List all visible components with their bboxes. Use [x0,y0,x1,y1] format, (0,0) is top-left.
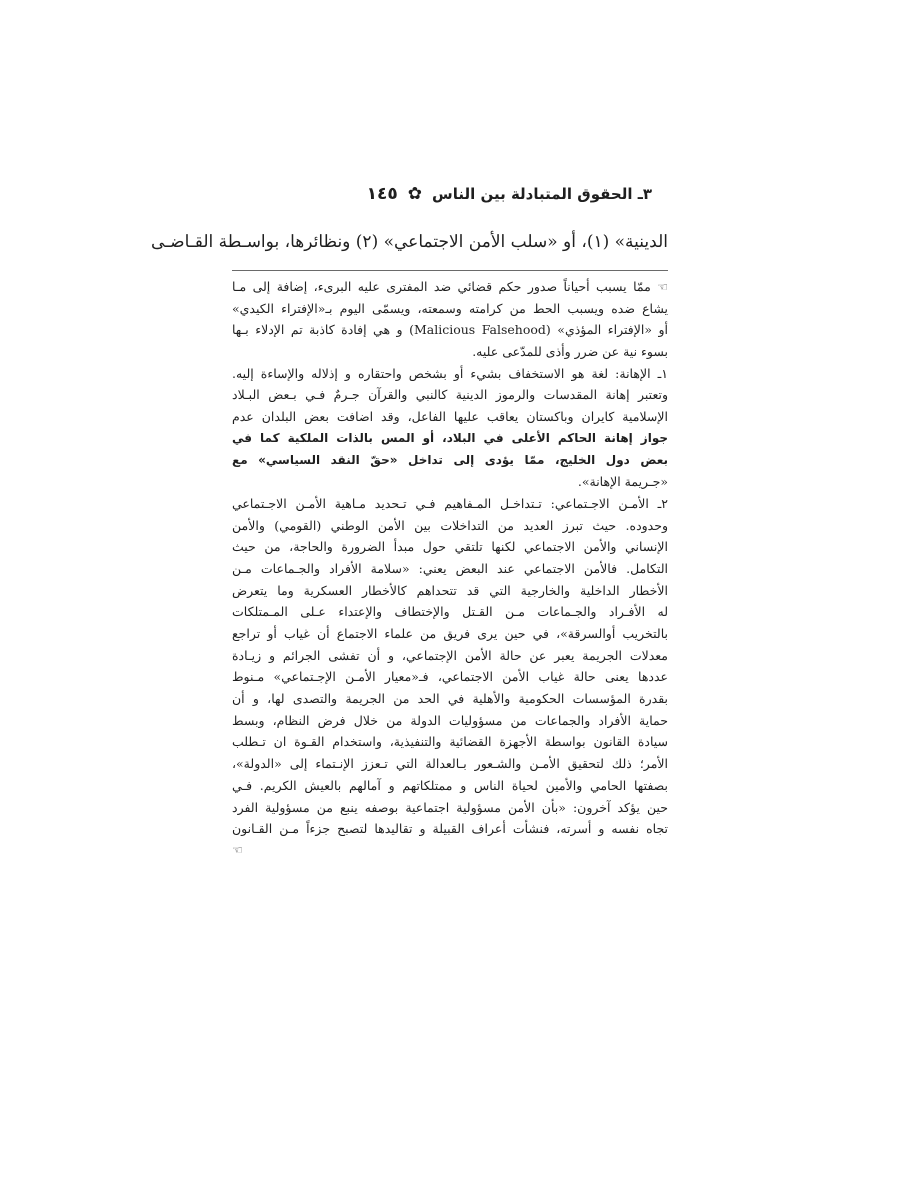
footnote-2-line-4: التكامل. فالأمن الاجتماعي عند البعض يعني: «سلامة الأفراد والجـماعات مـن [232,560,668,576]
pointing-hand-icon: ☜ [657,280,668,294]
footnote-1-line-1: ١ـ الإهانة: لغة هو الاستخفاف بشيء أو بشخص واحتقاره و إذلاله والإساءة إليه. [232,365,668,381]
footnotes [232,276,668,858]
footnote-2-line-12: سيادة القانون بواسطة الأجهزة القضائية والتنفيذية، واستخدام القـوة ان تـطلب [232,734,668,750]
footnote-2-line-7: بالتخريب أوالسرقة»، في حين يرى فريق من علماء الاجتماع أن غياب أو تراجع [232,626,668,641]
footnote-continued-line-1: ☜ ممّا يسبب أحياناً صدور حكم قضائي ضد المفترى عليه البرىء، إضافة إلى مـا [232,279,668,294]
footnote-2-line-5: الأخطار الداخلية والخارجية التي قد تتحداهم كالأخطار العسكرية وما يتعرض [232,582,668,598]
footnote-1-bold-line-1: جواز إهانة الحاكم الأعلى في البلاد، أو المس بالذات الملكية كما في [232,430,668,445]
continues-hand-icon: ☜ [232,842,243,857]
footnote-1-line-2: وتعتبر إهانة المقدسات والرموز الدينية كالنبي والقرآن جـرمٌ فـي بـعض البـلاد [232,387,668,403]
footnote-2-line-11: حماية الأفراد والجماعات من مسؤوليات الدولة من خلال فرض النظام، وبسط [232,712,668,728]
footnote-1-line-3: الإسلامية كايران وباكستان يعاقب عليها الفاعل، وقد اضافت بعض البلدان عدم [232,409,668,425]
footnote-1-bold-line-2: بعض دول الخليج، ممّا يؤدى إلى تداخل «حقّ النقد السياسي» مع [232,452,668,467]
footnote-continued-line-4: بسوء نية عن ضرر وأذى للمدّعى عليه. [472,344,668,360]
footnote-2-line-3: الإنساني والأمن الاجتماعي لكنها تلتقي حول مبدأ الضرورة والحاجة، من حيث [232,539,668,555]
footnote-2-line-8: معدلات الجريمة يعبر عن حالة الأمن الإجتماعي، و أن تفشى الجرائم و زيـادة [232,647,668,663]
flower-ornament-icon: ✿ [407,183,423,204]
running-header [232,181,652,207]
footnote-2-line-2: وحدوده. حيث تبرز العديد من التداخلات بين الأمن الوطني (القومي) والأمن [232,517,668,533]
footnote-2-line-10: بقدرة المؤسسات الحكومية والأهلية في الحد من الجريمة والتصدى لها، و أن [232,691,668,707]
footnote-1-tail: «جـريمة الإهانة». [577,474,668,490]
footnote-2-line-9: عددها يعنى حالة غياب الأمن الاجتماعي، فـ«معيار الأمـن الإجـتماعي» مـنوط [232,669,668,685]
footnote-2-line-6: له الأفـراد والجـماعات مـن القـتل والإختطاف والإعتداء عـلى المـمتلكات [232,604,668,620]
chapter-title: ٣ـ الحقوق المتبادلة بين الناس [432,185,652,203]
footnote-2-line-13: الأمر؛ ذلك لتحقيق الأمـن والشـعور بـالعدالة التي تـعزز الإنـتماء إلى «الدولة»، [232,756,668,772]
footnote-2-line-15: حين يؤكد آخرون: «بأن الأمن مسؤولية اجتماعية بوصفه ينبع من مسؤولية الفرد [232,799,668,815]
footnote-separator [232,270,668,271]
footnote-continued-line-3: أو «الإفتراء المؤذي» (Malicious Falsehood) و هي إفادة كاذبة تم الإدلاء بـها [232,322,669,338]
footnote-2-line-14: بصفتها الحامي والأمين لحياة الناس و ممتلكاتهم و آمالهم بالعيش الكريم. فـي [232,777,668,793]
footnote-2-line-16: تجاه نفسه و أسرته، فنشأت أعراف القبيلة و تقاليدها لتصبح جزءاً مـن القـانون [232,821,668,837]
body-text-line: الدينية» (١)، أو «سلب الأمن الاجتماعي» (٢) ونظائرها، بواسـطة القـاضـى [151,232,668,252]
footnote-2-line-1: ٢ـ الأمـن الاجـتماعي: تـتداخـل المـفاهيم فـي تـحديد مـاهية الأمـن الاجـتماعي [232,495,668,511]
page-number: ١٤٥ [366,184,398,204]
footnote-continued-line-2: يشاع ضده ويسبب الحط من كرامته وسمعته، ويسمّى اليوم بـ«الإفتراء الكيدي» [232,300,668,316]
